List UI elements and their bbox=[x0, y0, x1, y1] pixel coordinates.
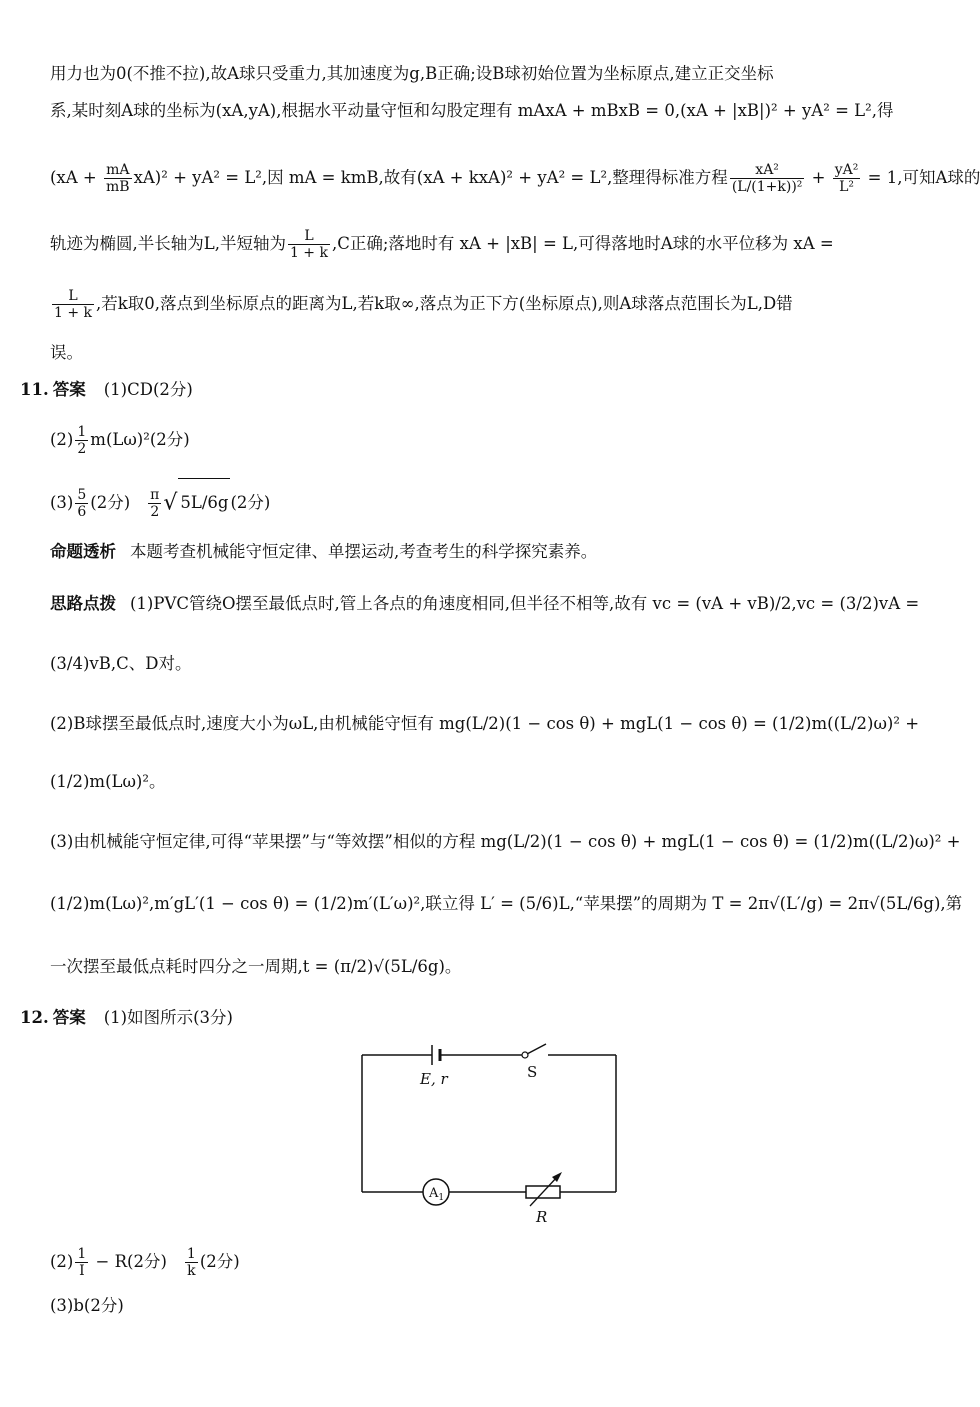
q12-answer-label: 答案 bbox=[52, 1008, 86, 1027]
frac-num: π bbox=[150, 487, 160, 503]
para-line-4b: ,C正确;落地时有 xA + |xB| = L,可得落地时A球的水平位移为 xA = bbox=[331, 234, 834, 253]
q11-answer-3 bbox=[50, 478, 930, 526]
q12-num: 12. bbox=[20, 1008, 49, 1027]
q11-hint-line-7: 一次摆至最低点耗时四分之一周期,t = (π/2)√(5L/6g)。 bbox=[50, 957, 462, 976]
switch-label: S bbox=[527, 1063, 538, 1081]
q11-a3-mid: (2分) bbox=[90, 493, 131, 512]
q11-a3-sqrt: 5L/6g bbox=[178, 478, 230, 527]
frac-den: L² bbox=[839, 179, 855, 195]
para-line-1: 用力也为0(不推不拉),故A球只受重力,其加速度为g,B正确;设B球初始位置为坐标原点,建立正交坐标 bbox=[50, 64, 774, 83]
q12-answer-1: (1)如图所示(3分) bbox=[103, 1008, 233, 1027]
one-over-i-fraction bbox=[75, 1246, 88, 1279]
q11-answer-2 bbox=[50, 418, 930, 462]
frac-num: 5 bbox=[77, 487, 87, 503]
q11-hint-line-4: (1/2)m(Lω)²。 bbox=[50, 772, 166, 791]
frac-den: (L/(1+k))² bbox=[731, 179, 803, 195]
frac-num: 1 bbox=[186, 1246, 196, 1262]
q11-hint-line-3: (2)B球摆至最低点时,速度大小为ωL,由机械能守恒有 mg(L/2)(1 − cos θ) + mgL(1 − cos θ) = (1/2)m((L/2)ω)² + bbox=[50, 714, 920, 733]
q11-answer-label: 答案 bbox=[52, 380, 86, 399]
q11-hint-line-6: (1/2)m(Lω)²,m′gL′(1 − cos θ) = (1/2)m′(L′ω)²,联立得 L′ = (5/6)L,“苹果摆”的周期为 T = 2π√(L′/g) = 2π√(5L/6g),第 bbox=[50, 894, 963, 913]
frac-num: mA bbox=[104, 162, 132, 179]
frac-num: L bbox=[288, 228, 330, 245]
para-line-5 bbox=[50, 282, 930, 326]
frac-num: 1 bbox=[77, 1246, 87, 1262]
q12-a2-post: (2分) bbox=[199, 1252, 240, 1271]
battery-label: E, r bbox=[420, 1070, 448, 1088]
insight-label: 命题透析 bbox=[50, 542, 116, 561]
para-line-4a: 轨迹为椭圆,半长轴为L,半短轴为 bbox=[50, 234, 286, 253]
q11-a2-post: m(Lω)²(2分) bbox=[90, 430, 190, 449]
frac-den: 1 + k bbox=[289, 245, 328, 261]
half-fraction bbox=[75, 424, 88, 457]
frac-den: 1 + k bbox=[54, 305, 93, 321]
q11-hint-line-1 bbox=[50, 592, 930, 616]
para-line-5b: ,若k取0,落点到坐标原点的距离为L,若k取∞,落点为正下方(坐标原点),则A球落点范围长为L,D错 bbox=[96, 294, 793, 313]
frac-num: L bbox=[52, 288, 94, 305]
para-line-3d: = 1,可知A球的 bbox=[862, 168, 980, 187]
question-12-number bbox=[20, 1006, 233, 1030]
semi-minor-fraction bbox=[288, 228, 330, 261]
para-line-2: 系,某时刻A球的坐标为(xA,yA),根据水平动量守恒和勾股定理有 mAxA + mBxB = 0,(xA + |xB|)² + yA² = L²,得 bbox=[50, 101, 894, 120]
frac-den: mB bbox=[105, 179, 130, 195]
five-sixths-fraction bbox=[75, 487, 88, 520]
para-line-6: 误。 bbox=[50, 343, 83, 362]
ammeter-subscript: 1 bbox=[438, 1193, 445, 1203]
mass-ratio-fraction bbox=[104, 162, 132, 195]
q11-insight bbox=[50, 540, 930, 564]
frac-den: 2 bbox=[77, 441, 87, 457]
frac-num: 1 bbox=[77, 424, 87, 440]
q12-answer-3: (3)b(2分) bbox=[50, 1296, 124, 1315]
para-line-4 bbox=[50, 222, 930, 266]
one-over-k-fraction bbox=[185, 1246, 198, 1279]
q12-a2-mid: − R(2分) bbox=[90, 1252, 167, 1271]
para-line-3c: + bbox=[806, 168, 831, 187]
q11-hint-line-2: (3/4)vB,C、D对。 bbox=[50, 654, 192, 673]
ellipse-fraction-2 bbox=[833, 162, 861, 195]
sqrt-icon: √ bbox=[163, 490, 178, 516]
frac-num: yA² bbox=[834, 162, 859, 178]
switch-lever bbox=[527, 1044, 546, 1054]
frac-den: k bbox=[187, 1263, 196, 1279]
q11-a3-post: (2分) bbox=[230, 493, 271, 512]
para-line-3 bbox=[50, 148, 980, 208]
para-line-3b: xA)² + yA² = L²,因 mA = kmB,故有(xA + kxA)² + yA² = L²,整理得标准方程 bbox=[133, 168, 728, 187]
q11-num: 11. bbox=[20, 380, 49, 399]
displacement-fraction bbox=[52, 288, 94, 321]
rheostat-label: R bbox=[536, 1208, 548, 1226]
q11-answer-1: (1)CD(2分) bbox=[103, 380, 193, 399]
question-11-number bbox=[20, 378, 193, 402]
frac-den: 2 bbox=[150, 504, 160, 520]
q12-answer-2 bbox=[50, 1240, 930, 1284]
q11-a2-pre: (2) bbox=[50, 430, 74, 449]
ammeter-letter: A bbox=[429, 1186, 439, 1201]
hint-label: 思路点拨 bbox=[50, 594, 116, 613]
hint-text-1: (1)PVC管绕O摆至最低点时,管上各点的角速度相同,但半径不相等,故有 vc = (vA + vB)/2,vc = (3/2)vA = bbox=[130, 594, 920, 613]
frac-den: I bbox=[79, 1263, 85, 1279]
switch-pivot bbox=[522, 1052, 528, 1058]
insight-text: 本题考查机械能守恒定律、单摆运动,考查考生的科学探究素养。 bbox=[130, 542, 598, 561]
q12-a2-pre: (2) bbox=[50, 1252, 74, 1271]
circuit-diagram bbox=[350, 1040, 630, 1230]
q11-a3-pre: (3) bbox=[50, 493, 74, 512]
para-line-3a: (xA + bbox=[50, 168, 102, 187]
q11-hint-line-5: (3)由机械能守恒定律,可得“苹果摆”与“等效摆”相似的方程 mg(L/2)(1 − cos θ) + mgL(1 − cos θ) = (1/2)m((L/2)ω)² + bbox=[50, 832, 961, 851]
pi-half-fraction bbox=[148, 487, 161, 520]
frac-den: 6 bbox=[77, 504, 87, 520]
frac-num: xA² bbox=[730, 162, 805, 179]
ellipse-fraction-1 bbox=[730, 162, 805, 195]
